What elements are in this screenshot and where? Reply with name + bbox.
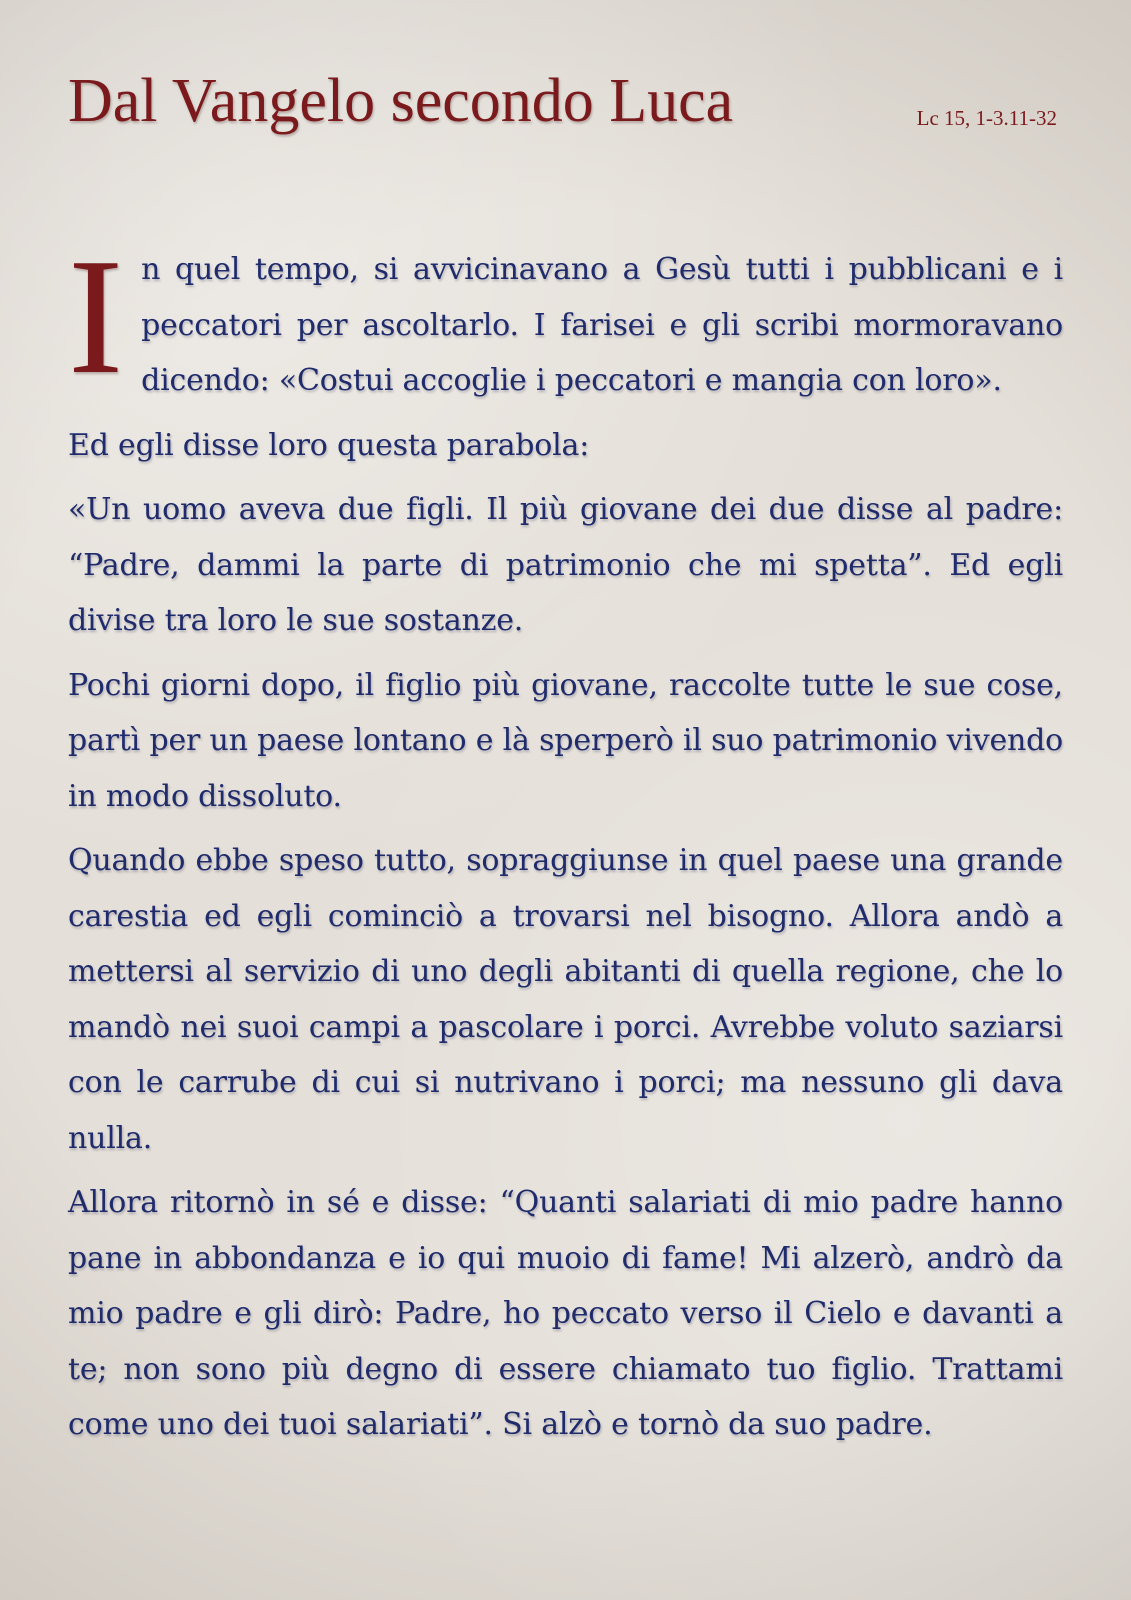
paragraph-2: Ed egli disse loro questa parabola: xyxy=(68,427,590,463)
paragraph-5: Quando ebbe speso tutto, sopraggiunse in quel paese una grande carestia ed egli cominciò a trovarsi nel bisogno. Allora andò a mettersi al servizio di uno degli abitanti di quella regione, che lo mandò nei suoi campi a pascolare i porci. Avrebbe voluto saziarsi con le carrube di cui si nutrivano i porci; ma nessuno gli dava nulla. xyxy=(68,843,1063,1156)
scripture-reference: Lc 15, 1-3.11-32 xyxy=(916,106,1057,130)
paragraph-3: «Un uomo aveva due figli. Il più giovane dei due disse al padre: “Padre, dammi la parte di patrimonio che mi spetta”. Ed egli divise tra loro le sue sostanze. xyxy=(68,492,1063,638)
paragraph-1 xyxy=(68,224,1063,409)
page-header xyxy=(68,58,1063,158)
paragraph-6: Allora ritornò in sé e disse: “Quanti salariati di mio padre hanno pane in abbondanza e io qui muoio di fame! Mi alzerò, andrò da mio padre e gli dirò: Padre, ho peccato verso il Cielo e davanti a te; non sono più degno di essere chiamato tuo figlio. Trattami come uno dei tuoi salariati”. Si alzò e tornò da suo padre. xyxy=(68,1185,1063,1442)
drop-cap: I xyxy=(68,224,124,408)
page-title: Dal Vangelo secondo Luca xyxy=(68,67,734,135)
paragraph-4: Pochi giorni dopo, il figlio più giovane, raccolte tutte le sue cose, partì per un paese lontano e là sperperò il suo patrimonio vivendo in modo dissoluto. xyxy=(68,667,1063,814)
gospel-text xyxy=(68,224,1063,1453)
paragraph-1-text: n quel tempo, si avvicinavano a Gesù tutti i pubblicani e i peccatori per ascoltarlo. I farisei e gli scribi mormoravano dicendo: «Costui accoglie i peccatori e mangia con loro». xyxy=(141,252,1063,398)
